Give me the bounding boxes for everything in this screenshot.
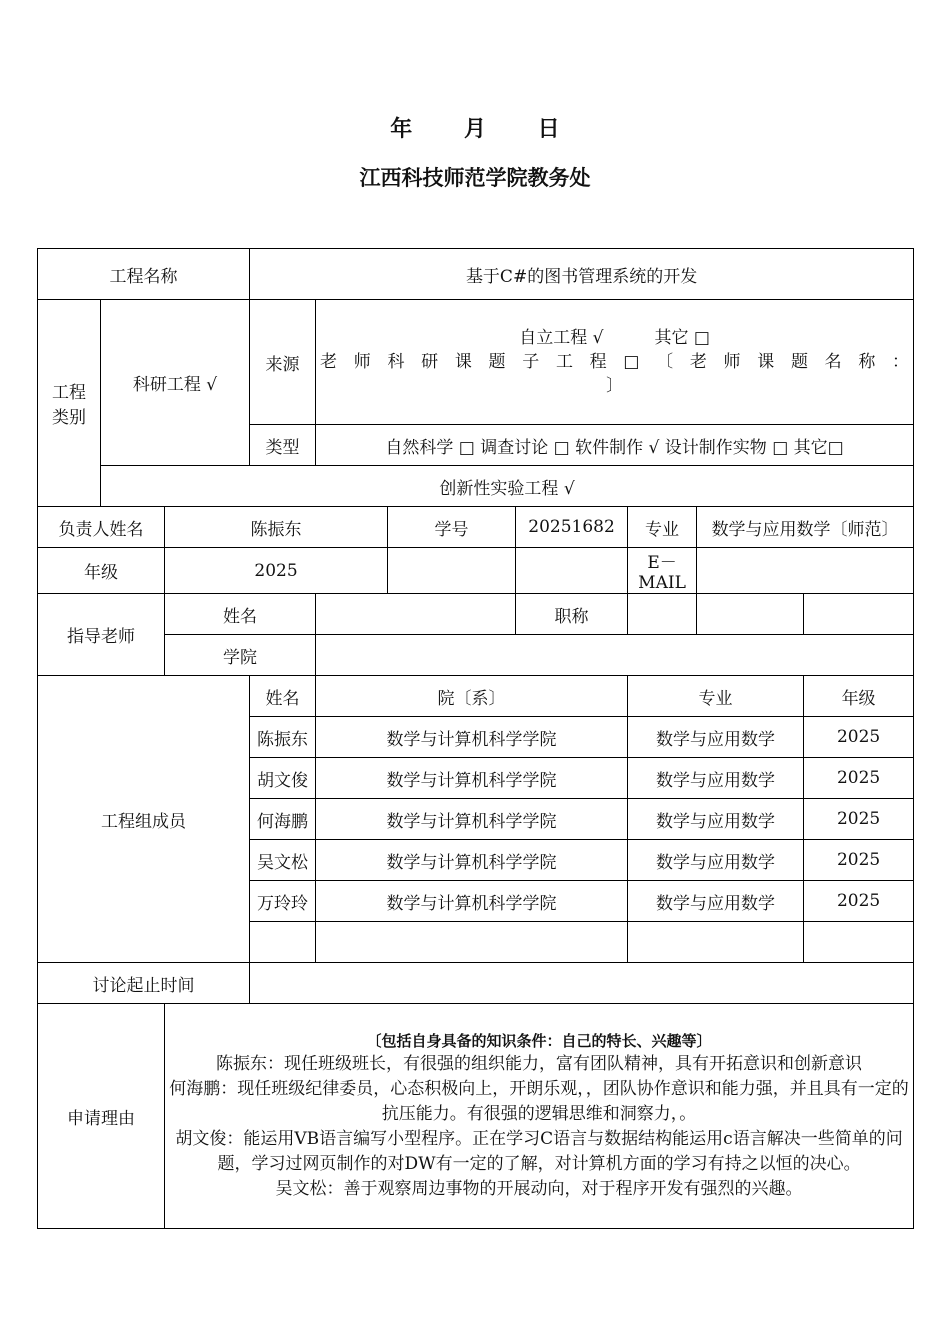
- source-line-2-char: 〔: [656, 352, 674, 372]
- source-line-2-char: 题: [488, 352, 506, 372]
- member-major[interactable]: 数学与应用数学: [628, 758, 804, 799]
- empty-cell[interactable]: [804, 594, 914, 635]
- office-title: 江西科技师范学院教务处: [359, 165, 591, 190]
- member-grade[interactable]: 2025: [804, 717, 914, 758]
- date-month: 月: [463, 116, 486, 142]
- period-value[interactable]: [250, 963, 914, 1004]
- research-project-label: 科研工程 √: [101, 300, 250, 466]
- leader-name-label: 负责人姓名: [38, 507, 165, 548]
- project-name-label: 工程名称: [38, 249, 250, 300]
- member-name[interactable]: 胡文俊: [250, 758, 316, 799]
- reason-text[interactable]: [165, 1004, 914, 1229]
- type-label: 类型: [250, 425, 316, 466]
- source-line-2: [320, 350, 909, 374]
- member-college[interactable]: 数学与计算机科学学院: [316, 840, 628, 881]
- members-header-major: 专业: [628, 676, 804, 717]
- member-major[interactable]: 数学与应用数学: [628, 799, 804, 840]
- source-label: 来源: [250, 300, 316, 425]
- source-line-2-char: 师: [723, 352, 741, 372]
- grade-label: 年级: [38, 548, 165, 594]
- reason-line: 陈振东：现任班级班长，有很强的组织能力，富有团队精神，具有开拓意识和创新意识: [216, 1054, 863, 1074]
- advisor-name-label: 姓名: [165, 594, 316, 635]
- project-category-label: 工程 类别: [38, 300, 101, 507]
- source-line-2-char: 课: [757, 352, 775, 372]
- advisor-college-value[interactable]: [316, 635, 914, 676]
- members-label: 工程组成员: [38, 676, 250, 963]
- member-major[interactable]: [628, 922, 804, 963]
- student-id-value[interactable]: 20251682: [516, 507, 628, 548]
- source-line-2-char: 课: [454, 352, 472, 372]
- member-name[interactable]: 何海鹏: [250, 799, 316, 840]
- member-grade[interactable]: 2025: [804, 758, 914, 799]
- major-label: 专业: [628, 507, 697, 548]
- member-college[interactable]: 数学与计算机科学学院: [316, 881, 628, 922]
- member-college[interactable]: 数学与计算机科学学院: [316, 758, 628, 799]
- members-header-grade: 年级: [804, 676, 914, 717]
- source-line-2-char: 子: [522, 352, 540, 372]
- advisor-name-value[interactable]: [316, 594, 516, 635]
- source-line-2-char: 工: [555, 352, 573, 372]
- email-value[interactable]: [697, 548, 914, 594]
- advisor-label: 指导老师: [38, 594, 165, 676]
- reason-line: 胡文俊：能运用VB语言编写小型程序。正在学习C语言与数据结构能运用c语言解决一些简单的问题，学习过网页制作的对DW有一定的了解，对计算机方面的学习有持之以恒的决心。: [175, 1129, 903, 1174]
- leader-name-value[interactable]: 陈振东: [165, 507, 388, 548]
- reason-line: 吴文松：善于观察周边事物的开展动向，对于程序开发有强烈的兴趣。: [275, 1179, 803, 1199]
- member-grade[interactable]: 2025: [804, 840, 914, 881]
- member-college[interactable]: 数学与计算机科学学院: [316, 799, 628, 840]
- member-grade[interactable]: 2025: [804, 881, 914, 922]
- member-major[interactable]: 数学与应用数学: [628, 881, 804, 922]
- member-grade[interactable]: 2025: [804, 799, 914, 840]
- empty-cell[interactable]: [697, 594, 804, 635]
- source-line-3: 〕: [606, 376, 624, 396]
- date-line: [0, 112, 950, 143]
- reason-label: 申请理由: [38, 1004, 165, 1229]
- member-name[interactable]: 陈振东: [250, 717, 316, 758]
- reason-header: 〔包括自身具备的知识条件：自己的特长、兴趣等〕: [366, 1032, 712, 1050]
- advisor-college-label: 学院: [165, 635, 316, 676]
- student-id-label: 学号: [388, 507, 516, 548]
- member-major[interactable]: 数学与应用数学: [628, 717, 804, 758]
- source-options[interactable]: [316, 300, 914, 425]
- project-name-value[interactable]: 基于C#的图书管理系统的开发: [250, 249, 914, 300]
- major-value[interactable]: 数学与应用数学〔师范〕: [697, 507, 914, 548]
- source-line-2-char: 老: [689, 352, 707, 372]
- advisor-title-label: 职称: [516, 594, 628, 635]
- source-line-1: 自立工程 √ 其它 □: [519, 328, 710, 348]
- member-grade[interactable]: [804, 922, 914, 963]
- date-year: 年: [390, 116, 413, 142]
- member-name[interactable]: 万玲玲: [250, 881, 316, 922]
- grade-value[interactable]: 2025: [165, 548, 388, 594]
- innovation-project-label: 创新性实验工程 √: [101, 466, 914, 507]
- source-line-2-char: 程: [589, 352, 607, 372]
- source-line-2-char: 研: [421, 352, 439, 372]
- source-line-2-char: 科: [387, 352, 405, 372]
- empty-cell[interactable]: [388, 548, 516, 594]
- empty-cell[interactable]: [516, 548, 628, 594]
- member-major[interactable]: 数学与应用数学: [628, 840, 804, 881]
- reason-line: 何海鹏：现任班级纪律委员，心态积极向上，开朗乐观，，团队协作意识和能力强，并且具有一定的抗压能力。有很强的逻辑思维和洞察力，。: [169, 1079, 909, 1124]
- advisor-title-value[interactable]: [628, 594, 697, 635]
- member-college[interactable]: 数学与计算机科学学院: [316, 717, 628, 758]
- member-name[interactable]: [250, 922, 316, 963]
- source-line-2-char: 名: [824, 352, 842, 372]
- members-header-name: 姓名: [250, 676, 316, 717]
- source-line-2-char: ：: [892, 352, 910, 372]
- source-line-2-char: 题: [790, 352, 808, 372]
- date-day: 日: [537, 116, 560, 142]
- application-form: [37, 248, 914, 1229]
- member-college[interactable]: [316, 922, 628, 963]
- source-line-2-char: □: [623, 352, 640, 372]
- source-line-2-char: 称: [858, 352, 876, 372]
- type-options[interactable]: 自然科学 □ 调查讨论 □ 软件制作 √ 设计制作实物 □ 其它□: [316, 425, 914, 466]
- email-label: E－MAIL: [628, 548, 697, 594]
- source-line-2-char: 老: [320, 352, 338, 372]
- member-name[interactable]: 吴文松: [250, 840, 316, 881]
- period-label: 讨论起止时间: [38, 963, 250, 1004]
- members-header-college: 院〔系〕: [316, 676, 628, 717]
- source-line-2-char: 师: [353, 352, 371, 372]
